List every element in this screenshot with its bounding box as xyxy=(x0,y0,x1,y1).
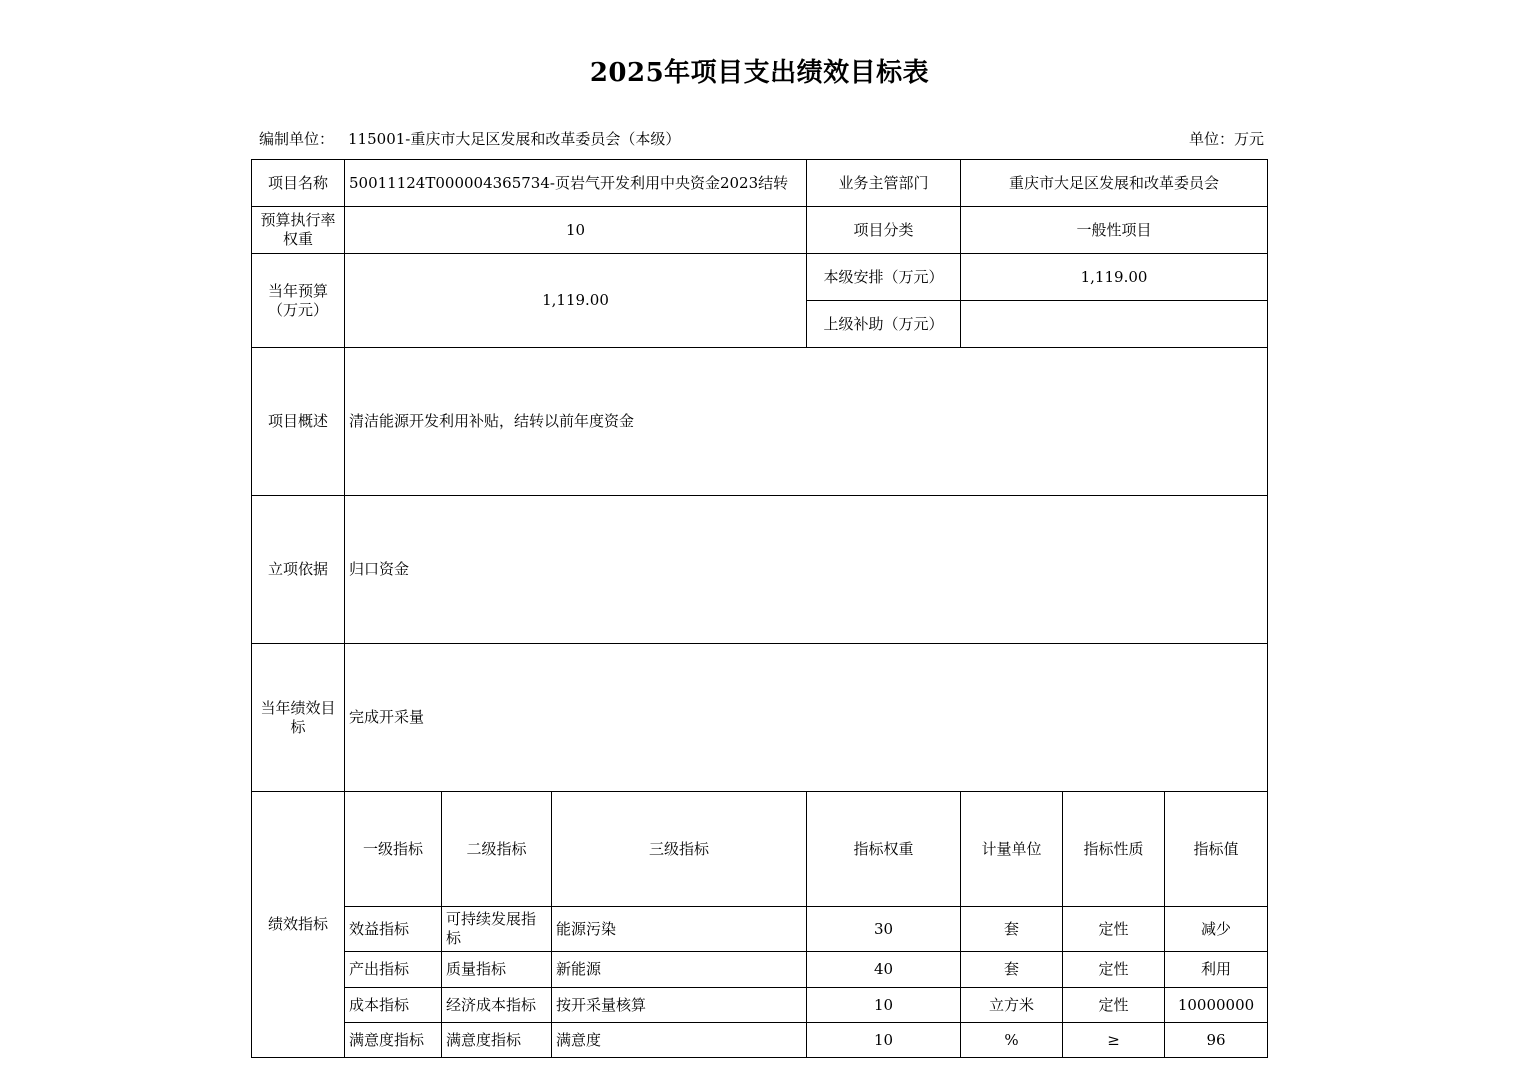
indicator-row xyxy=(252,907,1268,952)
indicator-header: 指标值 xyxy=(1165,792,1268,907)
basis-label: 立项依据 xyxy=(252,496,345,644)
exec-rate-label: 预算执行率权重 xyxy=(252,207,345,254)
indicator-cell: 减少 xyxy=(1165,907,1268,952)
indicator-row xyxy=(252,988,1268,1023)
performance-target-table xyxy=(251,159,1268,1058)
indicator-cell: 效益指标 xyxy=(345,907,442,952)
upper-subsidy-value xyxy=(961,301,1268,348)
indicator-cell: 经济成本指标 xyxy=(442,988,552,1023)
indicator-cell: 10000000 xyxy=(1165,988,1268,1023)
overview-label: 项目概述 xyxy=(252,348,345,496)
indicator-cell: 满意度 xyxy=(552,1023,807,1058)
upper-subsidy-label: 上级补助（万元） xyxy=(807,301,961,348)
indicator-header: 二级指标 xyxy=(442,792,552,907)
indicator-cell: 能源污染 xyxy=(552,907,807,952)
basis-value: 归口资金 xyxy=(345,496,1268,644)
indicator-cell: 产出指标 xyxy=(345,952,442,988)
indicator-cell: % xyxy=(961,1023,1063,1058)
indicator-cell: 按开采量核算 xyxy=(552,988,807,1023)
category-label: 项目分类 xyxy=(807,207,961,254)
indicator-header: 指标性质 xyxy=(1063,792,1165,907)
goal-label: 当年绩效目标 xyxy=(252,644,345,792)
indicator-header: 一级指标 xyxy=(345,792,442,907)
indicator-cell: 10 xyxy=(807,988,961,1023)
exec-rate-value: 10 xyxy=(345,207,807,254)
compiling-unit-value: 115001-重庆市大足区发展和改革委员会（本级） xyxy=(348,130,681,148)
indicator-cell: 套 xyxy=(961,907,1063,952)
indicator-cell: 新能源 xyxy=(552,952,807,988)
compiling-unit-label: 编制单位： xyxy=(259,130,335,148)
local-arrangement-label: 本级安排（万元） xyxy=(807,254,961,301)
indicator-cell: 立方米 xyxy=(961,988,1063,1023)
dept-value: 重庆市大足区发展和改革委员会 xyxy=(961,160,1268,207)
indicator-cell: 30 xyxy=(807,907,961,952)
dept-label: 业务主管部门 xyxy=(807,160,961,207)
local-arrangement-value: 1,119.00 xyxy=(961,254,1268,301)
indicator-header: 三级指标 xyxy=(552,792,807,907)
project-name-value: 50011124T000004365734-页岩气开发利用中央资金2023结转 xyxy=(345,160,807,207)
indicator-cell: 10 xyxy=(807,1023,961,1058)
goal-value: 完成开采量 xyxy=(345,644,1268,792)
indicator-cell: ≥ xyxy=(1063,1023,1165,1058)
project-name-label: 项目名称 xyxy=(252,160,345,207)
indicator-cell: 定性 xyxy=(1063,907,1165,952)
overview-value: 清洁能源开发利用补贴，结转以前年度资金 xyxy=(345,348,1268,496)
indicator-row xyxy=(252,1023,1268,1058)
indicator-cell: 满意度指标 xyxy=(442,1023,552,1058)
indicator-cell: 质量指标 xyxy=(442,952,552,988)
indicator-cell: 定性 xyxy=(1063,988,1165,1023)
indicator-cell: 可持续发展指标 xyxy=(442,907,552,952)
compiling-unit xyxy=(259,128,680,149)
indicator-cell: 成本指标 xyxy=(345,988,442,1023)
indicator-cell: 利用 xyxy=(1165,952,1268,988)
indicator-cell: 套 xyxy=(961,952,1063,988)
page-title: 2025年项目支出绩效目标表 xyxy=(589,58,930,88)
budget-value: 1,119.00 xyxy=(345,254,807,348)
currency-unit: 单位：万元 xyxy=(1188,130,1264,148)
indicator-cell: 40 xyxy=(807,952,961,988)
indicator-cell: 定性 xyxy=(1063,952,1165,988)
indicators-section-label: 绩效指标 xyxy=(252,792,345,1058)
indicator-cell: 满意度指标 xyxy=(345,1023,442,1058)
indicator-header: 指标权重 xyxy=(807,792,961,907)
indicator-cell: 96 xyxy=(1165,1023,1268,1058)
indicator-row xyxy=(252,952,1268,988)
indicator-header: 计量单位 xyxy=(961,792,1063,907)
category-value: 一般性项目 xyxy=(961,207,1268,254)
budget-label: 当年预算（万元） xyxy=(252,254,345,348)
